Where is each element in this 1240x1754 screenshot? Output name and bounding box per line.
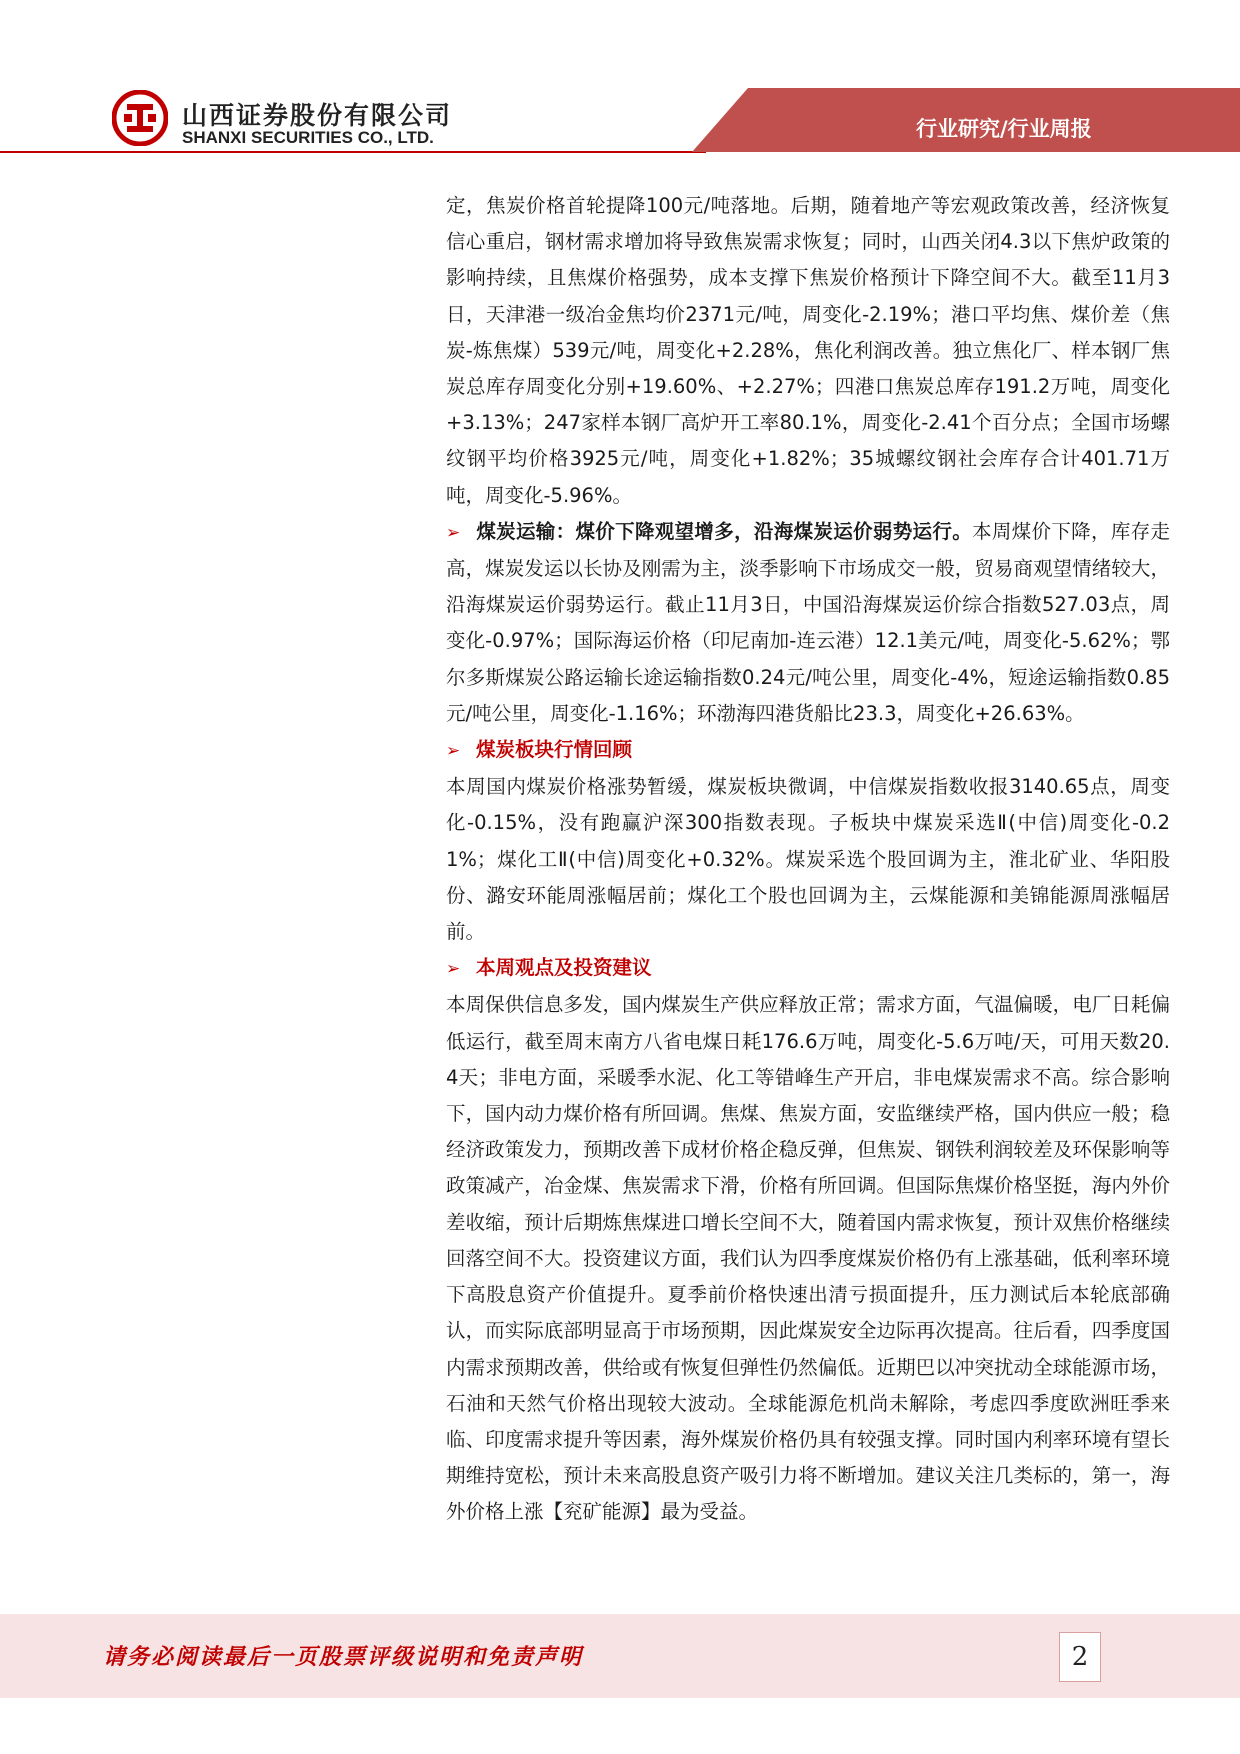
report-body xyxy=(446,188,1170,1531)
disclaimer-text: 请务必阅读最后一页股票评级说明和免责声明 xyxy=(103,1644,584,1670)
section-title: 煤炭板块行情回顾 xyxy=(476,738,633,762)
page-header xyxy=(0,0,1240,170)
arrow-bullet-icon: ➢ xyxy=(446,522,461,543)
section-heading-market-review xyxy=(446,732,1170,769)
section-heading-investment-advice xyxy=(446,950,1170,987)
page-footer xyxy=(0,1614,1240,1698)
coal-transport-heading: 煤炭运输：煤价下降观望增多，沿海煤炭运价弱势运行。 xyxy=(476,519,973,543)
investment-advice-paragraph: 本周保供信息多发，国内煤炭生产供应释放正常；需求方面，气温偏暖，电厂日耗偏低运行，截至周末南方八省电煤日耗176.6万吨，周变化-5.6万吨/天，可用天数20.4天；非电方面，采暖季水泥、化工等错峰生产开启，非电煤炭需求不高。综合影响下，国内动力煤价格有所回调。焦煤、焦炭方面，安监继续严格，国内供应一般；稳经济政策发力，预期改善下成材价格企稳反弹，但焦炭、钢铁利润较差及环保影响等政策减产，冶金煤、焦炭需求下滑，价格有所回调。但国际焦煤价格坚挺，海内外价差收缩，预计后期炼焦煤进口增长空间不大，随着国内需求恢复，预计双焦价格继续回落空间不大。投资建议方面，我们认为四季度煤炭价格仍有上涨基础，低利率环境下高股息资产价值提升。夏季前价格快速出清亏损面提升，压力测试后本轮底部确认，而实际底部明显高于市场预期，因此煤炭安全边际再次提高。往后看，四季度国内需求预期改善，供给或有恢复但弹性仍然偏低。近期巴以冲突扰动全球能源市场，石油和天然气价格出现较大波动。全球能源危机尚未解除，考虑四季度欧洲旺季来临、印度需求提升等因素，海外煤炭价格仍具有较强支撑。同时国内利率环境有望长期维持宽松，预计未来高股息资产吸引力将不断增加。建议关注几类标的，第一，海外价格上涨【兖矿能源】最为受益。 xyxy=(446,993,1170,1524)
coal-transport-paragraph xyxy=(446,514,1170,732)
coke-market-paragraph: 定，焦炭价格首轮提降100元/吨落地。后期，随着地产等宏观政策改善，经济恢复信心重启，钢材需求增加将导致焦炭需求恢复；同时，山西关闭4.3以下焦炉政策的影响持续，且焦煤价格强势，成本支撑下焦炭价格预计下降空间不大。截至11月3日，天津港一级冶金焦均价2371元/吨，周变化-2.19%；港口平均焦、煤价差（焦炭-炼焦煤）539元/吨，周变化+2.28%，焦化利润改善。独立焦化厂、样本钢厂焦炭总库存周变化分别+19.60%、+2.27%；四港口焦炭总库存191.2万吨，周变化+3.13%；247家样本钢厂高炉开工率80.1%，周变化-2.41个百分点；全国市场螺纹钢平均价格3925元/吨，周变化+1.82%；35城螺纹钢社会库存合计401.71万吨，周变化-5.96%。 xyxy=(446,194,1170,507)
arrow-bullet-icon: ➢ xyxy=(446,959,461,980)
coal-transport-text: 本周煤价下降，库存走高，煤炭发运以长协及刚需为主，淡季影响下市场成交一般，贸易商观望情绪较大，沿海煤炭运价弱势运行。截止11月3日，中国沿海煤炭运价综合指数527.03点，周变化-0.97%；国际海运价格（印尼南加-连云港）12.1美元/吨，周变化-5.62%；鄂尔多斯煤炭公路运输长途运输指数0.24元/吨公里，周变化-4%，短途运输指数0.85元/吨公里，周变化-1.16%；环渤海四港货船比23.3，周变化+26.63%。 xyxy=(446,519,1170,725)
section-title: 本周观点及投资建议 xyxy=(476,956,652,980)
shanxi-securities-logo-icon xyxy=(112,90,168,146)
market-review-paragraph: 本周国内煤炭价格涨势暂缓，煤炭板块微调，中信煤炭指数收报3140.65点，周变化-0.15%，没有跑赢沪深300指数表现。子板块中煤炭采选Ⅱ(中信)周变化-0.21%；煤化工Ⅱ(中信)周变化+0.32%。煤炭采选个股回调为主，淮北矿业、华阳股份、潞安环能周涨幅居前；煤化工个股也回调为主，云煤能源和美锦能源周涨幅居前。 xyxy=(446,775,1170,944)
page-number: 2 xyxy=(1059,1632,1101,1682)
company-name-cn: 山西证券股份有限公司 xyxy=(182,101,453,130)
company-name-en: SHANXI SECURITIES CO., LTD. xyxy=(182,128,434,147)
arrow-bullet-icon: ➢ xyxy=(446,741,461,762)
report-category-label: 行业研究/行业周报 xyxy=(916,117,1092,141)
